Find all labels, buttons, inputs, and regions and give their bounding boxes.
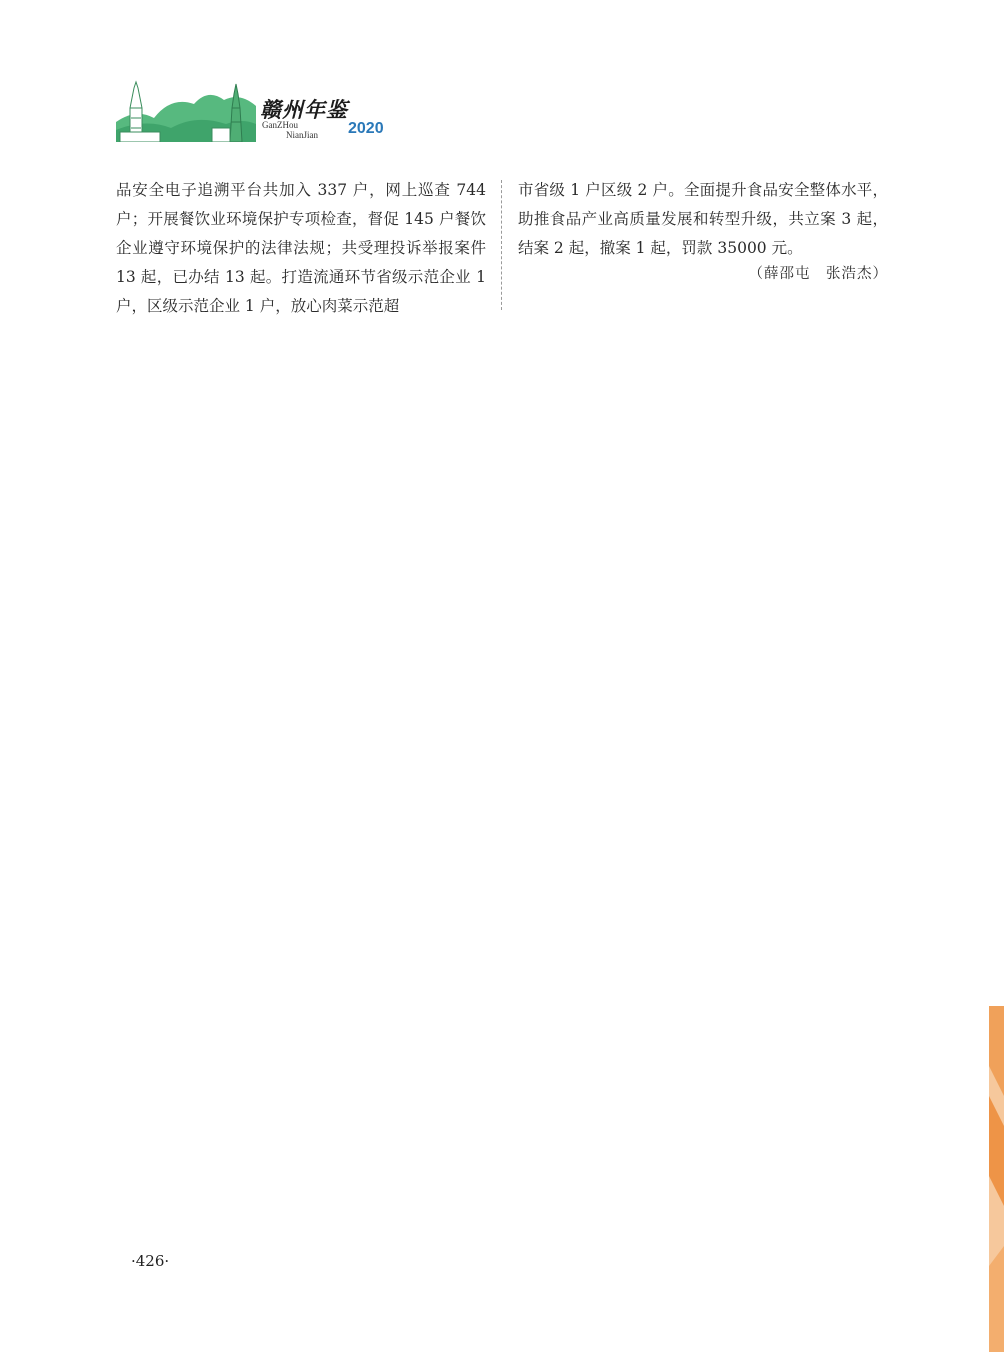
yearbook-year: 2020 — [348, 120, 384, 137]
yearbook-title: 赣州年鉴 — [260, 98, 348, 122]
left-text-column — [116, 176, 486, 321]
right-text-column — [518, 176, 888, 263]
edge-tab-decoration — [989, 1006, 1004, 1352]
landscape-pagoda-icon — [116, 78, 256, 142]
yearbook-pinyin-line1: GanZHou — [262, 120, 298, 130]
yearbook-pinyin-line2: NianJian — [286, 130, 318, 140]
column-divider — [501, 180, 502, 310]
page-number: ·426· — [131, 1252, 170, 1270]
author-credit: （薛邵屯 张浩杰） — [748, 266, 888, 282]
page-header — [116, 78, 416, 144]
right-paragraph: 市省级 1 户区级 2 户。全面提升食品安全整体水平，助推食品产业高质量发展和转型升级，共立案 3 起，结案 2 起，撤案 1 起，罚款 35000 元。 — [518, 181, 888, 257]
left-paragraph: 品安全电子追溯平台共加入 337 户，网上巡查 744 户；开展餐饮业环境保护专项检查，督促 145 户餐饮企业遵守环境保护的法律法规；共受理投诉举报案件 13 起，已办结 13 起。打造流通环节省级示范企业 1 户，区级示范企业 1 户，放心肉菜示范超 — [116, 181, 486, 315]
